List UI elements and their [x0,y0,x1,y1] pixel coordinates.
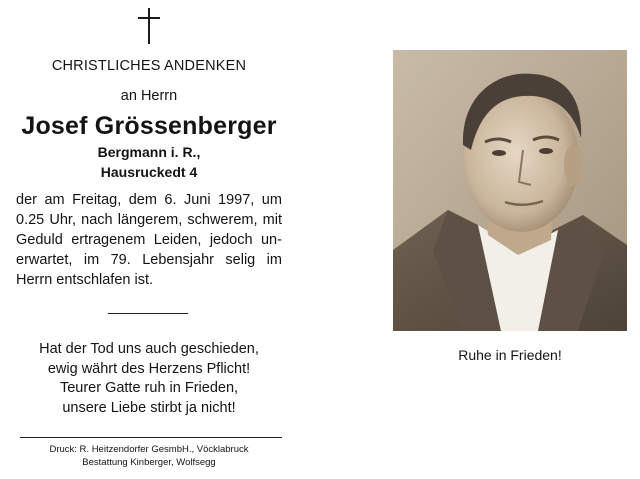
cross-icon [138,8,160,44]
imprint-divider [20,437,282,438]
memorial-verse [16,340,282,418]
portrait-photo [393,50,627,331]
verse-line: unsere Liebe stirbt ja nicht! [62,399,236,416]
notice-line: erwartet, im 79. Lebensjahr selig im [16,252,282,268]
printer-line: Druck: R. Heitzendorfer GesmbH., Vöcklabruck [49,444,249,455]
occupation: Bergmann i. R., [97,144,201,160]
notice-line: der am Freitag, dem 6. Juni 1997, um [16,192,282,208]
photo-caption: Ruhe in Frieden! [458,347,562,363]
notice-line: 0.25 Uhr, nach längerem, schwerem, mit [16,212,282,228]
verse-line: Hat der Tod uns auch geschieden, [39,341,259,357]
printer-imprint [16,443,282,469]
notice-line: Herrn entschlafen ist. [16,272,154,288]
deceased-name: Josef Grössenberger [21,112,277,140]
notice-line: Geduld ertragenem Leiden, jedoch un- [16,232,282,248]
verse-line: ewig währt des Herzens Pflicht! [47,360,251,377]
verse-line: Teurer Gatte ruh in Frieden, [59,380,239,396]
death-notice-text [16,190,282,290]
salutation: an Herrn [120,88,178,104]
funeral-home-line: Bestattung Kinberger, Wolfsegg [82,457,216,468]
divider [108,313,188,314]
address: Hausruckedt 4 [100,164,198,180]
card-heading: CHRISTLICHES ANDENKEN [51,58,247,74]
